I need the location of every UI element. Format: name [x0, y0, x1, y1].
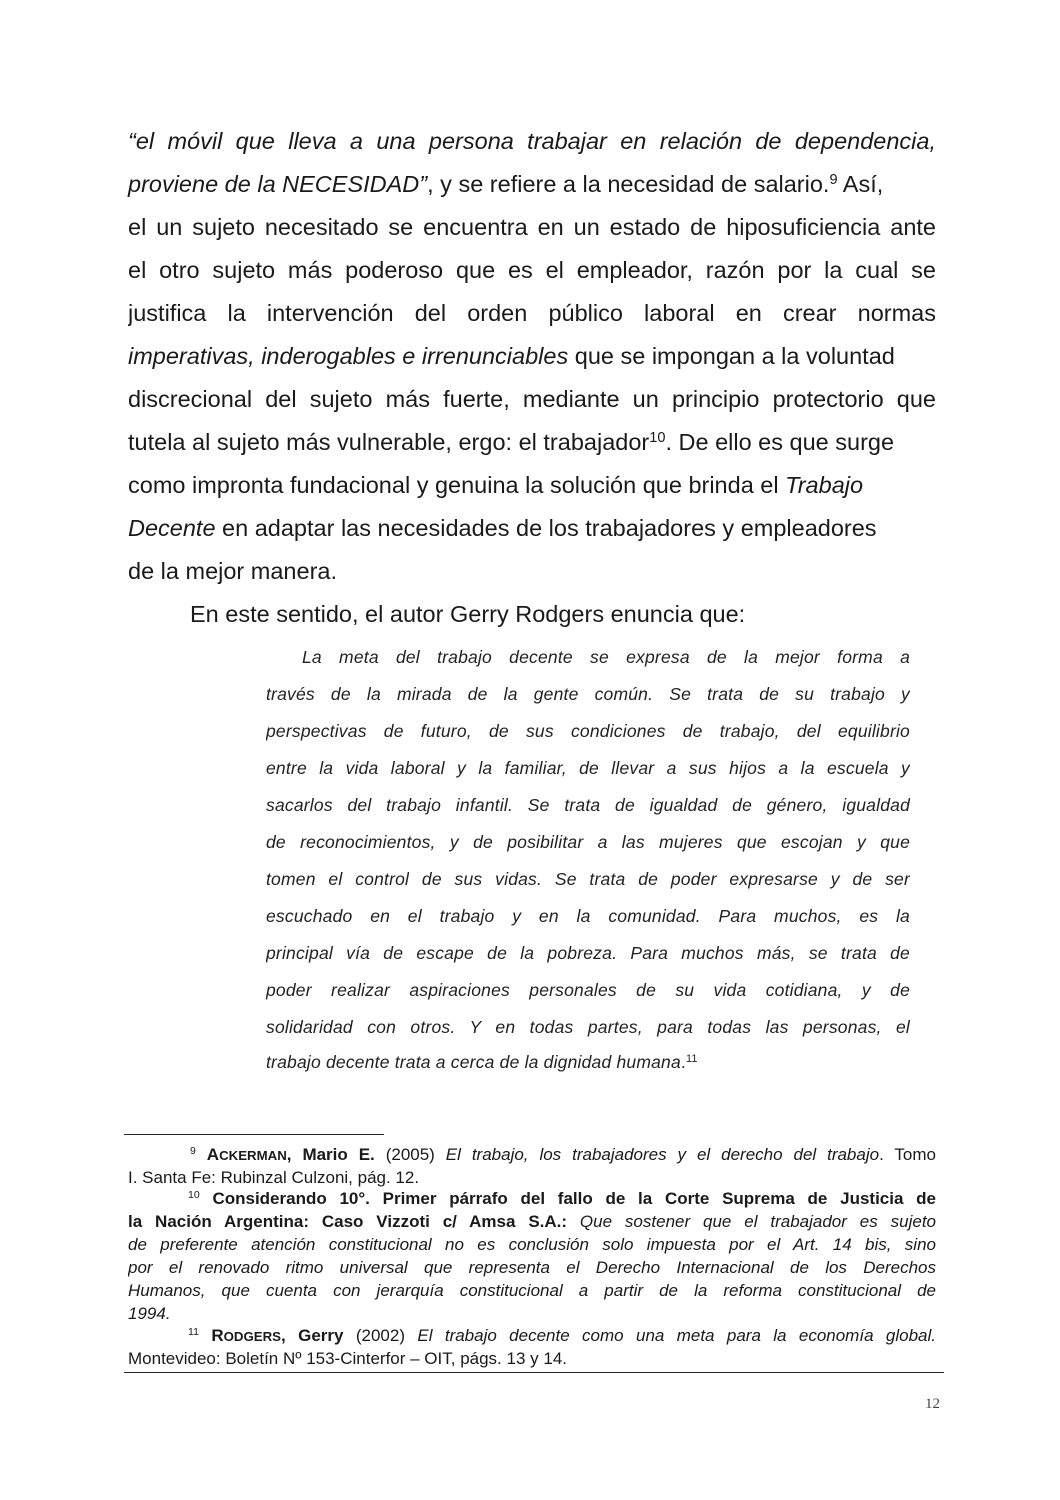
footnote-11-line-1 — [128, 1326, 936, 1348]
footnote-case-name: la Nación Argentina: Caso Vizzoti c/ Amsa S.A.: — [128, 1212, 568, 1231]
page-bottom-rule — [124, 1372, 944, 1373]
footnote-number: 10 — [188, 1189, 200, 1202]
quoted-text-end: proviene de la NECESIDAD” — [128, 171, 428, 197]
quote-line: través de la mirada de la gente común. Se trata de su trabajo y — [266, 684, 910, 704]
quote-line: principal vía de escape de la pobreza. Para muchos más, se trata de — [266, 943, 910, 963]
quote-line: escuchado en el trabajo y en la comunidad. Para muchos, es la — [266, 906, 910, 926]
footnote-author: CKERMAN — [219, 1148, 287, 1163]
body-text: el otro sujeto más poderoso que es el empleador, razón por la cual se — [128, 257, 936, 283]
footnote-text: Que sostener que el trabajador es sujeto — [567, 1212, 936, 1231]
body-line-1 — [128, 128, 936, 158]
footnote-10-line-4: por el renovado ritmo universal que representa el Derecho Internacional de los Derechos — [128, 1258, 936, 1277]
footnote-10-line-3: de preferente atención constitucional no es conclusión solo impuesta por el Art. 14 bis, sino — [128, 1235, 936, 1254]
body-text: el un sujeto necesitado se encuentra en un estado de hiposuficiencia ante — [128, 214, 936, 240]
body-line-3 — [128, 214, 936, 244]
quote-line: tomen el control de sus vidas. Se trata de poder expresarse y de ser — [266, 869, 910, 889]
body-text: tutela al sujeto más vulnerable, ergo: el trabajador — [128, 429, 650, 455]
footnote-author: , Gerry — [281, 1326, 344, 1345]
quote-line: poder realizar aspiraciones personales de su vida cotidiana, y de — [266, 980, 910, 1000]
body-line-5 — [128, 300, 936, 330]
quoted-text: “el móvil que lleva a una persona trabajar en relación de dependencia, — [128, 128, 936, 154]
quote-line: de reconocimientos, y de posibilitar a las mujeres que escojan y que — [266, 832, 910, 852]
emphasized-text: imperativas, inderogables e irrenunciables — [128, 343, 569, 369]
emphasized-text: Trabajo — [785, 472, 864, 498]
body-line-10 — [128, 515, 936, 542]
footnote-10-line-2 — [128, 1212, 936, 1234]
quote-line: sacarlos del trabajo infantil. Se trata de igualdad de género, igualdad — [266, 795, 910, 815]
footnote-9-line-1 — [128, 1145, 936, 1167]
body-text: justifica la intervención del orden público laboral en crear normas — [128, 300, 936, 326]
footnote-9-line-2: I. Santa Fe: Rubinzal Culzoni, pág. 12. — [128, 1168, 420, 1187]
footnote-10-line-5: Humanos, que cuenta con jerarquía constitucional a partir de la reforma constitucional de — [128, 1281, 936, 1300]
page-number: 12 — [925, 1396, 940, 1412]
footnote-number: 11 — [188, 1326, 199, 1339]
footnote-title: El trabajo, los trabajadores y el derecho del trabajo — [445, 1145, 880, 1164]
body-line-8 — [128, 429, 936, 456]
quote-text: trabajo decente trata a cerca de la dignidad humana — [266, 1052, 681, 1072]
footnote-author: R — [211, 1326, 224, 1345]
body-text: que se impongan a la voluntad — [568, 343, 895, 369]
footnote-11-line-2: Montevideo: Boletín Nº 153-Cinterfor – OIT, págs. 13 y 14. — [128, 1349, 567, 1368]
footnote-author: A — [206, 1145, 220, 1164]
quote-line: La meta del trabajo decente se expresa de la mejor forma a — [302, 647, 910, 667]
footnote-author: ODGERS — [223, 1329, 282, 1344]
footnote-title: El trabajo decente como una meta para la economía global. — [417, 1326, 936, 1345]
body-text: , y se refiere a la necesidad de salario. — [427, 171, 830, 197]
quote-line: perspectivas de futuro, de sus condiciones de trabajo, del equilibrio — [266, 721, 910, 741]
footnote-10-line-1 — [128, 1189, 936, 1211]
quote-line: solidaridad con otros. Y en todas partes, para todas las personas, el — [266, 1017, 910, 1037]
body-line-12 — [190, 601, 998, 628]
body-line-7 — [128, 386, 936, 416]
quote-period: . — [680, 1052, 686, 1072]
footnote-text: Considerando 10°. Primer párrafo del fallo de la Corte Suprema de Justicia de — [212, 1189, 936, 1208]
footnote-year: (2005) — [374, 1145, 446, 1164]
footnote-ref-11[interactable]: 11 — [685, 1053, 698, 1066]
body-text: . De ello es que surge — [665, 429, 895, 455]
footnote-text: . Tomo — [879, 1145, 936, 1164]
footnote-10-line-6: 1994. — [128, 1304, 171, 1323]
body-line-11 — [128, 558, 936, 585]
quote-line: entre la vida laboral y la familiar, de llevar a sus hijos a la escuela y — [266, 758, 910, 778]
footnote-year: (2002) — [343, 1326, 418, 1345]
footnote-author: , Mario E. — [286, 1145, 375, 1164]
body-line-6 — [128, 343, 936, 370]
emphasized-text: Decente — [128, 515, 216, 541]
body-line-2 — [128, 171, 936, 198]
quote-last-line — [266, 1052, 910, 1082]
footnote-separator — [124, 1134, 384, 1135]
body-text: Así, — [837, 171, 884, 197]
footnote-number: 9 — [190, 1145, 196, 1158]
body-text: En este sentido, el autor Gerry Rodgers enuncia que: — [190, 601, 746, 627]
footnote-ref-10[interactable]: 10 — [649, 430, 666, 446]
body-text: en adaptar las necesidades de los trabajadores y empleadores — [215, 515, 877, 541]
body-line-4 — [128, 257, 936, 287]
body-text: de la mejor manera. — [128, 558, 337, 584]
footnote-ref-9[interactable]: 9 — [829, 172, 838, 188]
body-text: discrecional del sujeto más fuerte, mediante un principio protectorio que — [128, 386, 936, 412]
body-text: como impronta fundacional y genuina la solución que brinda el — [128, 472, 786, 498]
body-line-9 — [128, 472, 936, 499]
